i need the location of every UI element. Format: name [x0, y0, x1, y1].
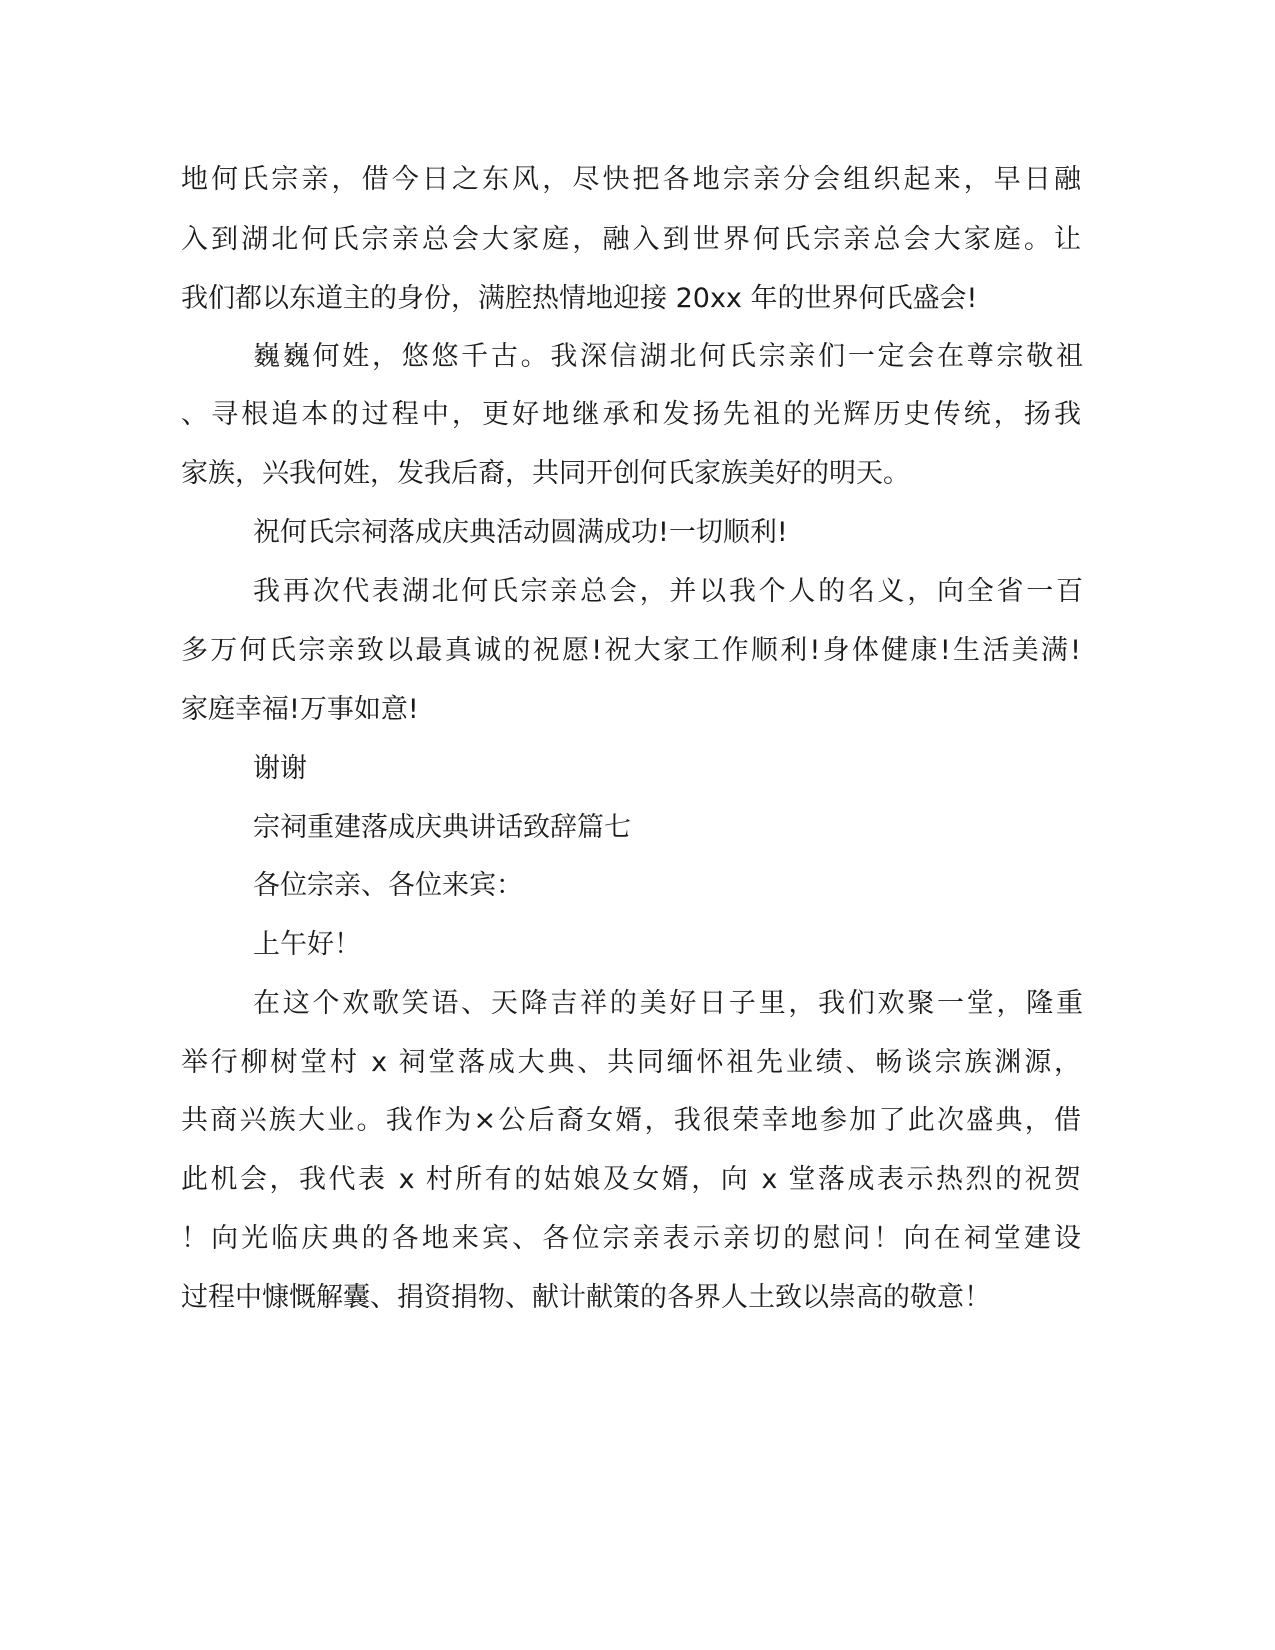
text-line: 谢谢 [253, 753, 307, 784]
text-line: 家庭幸福!万事如意! [181, 694, 419, 725]
text-line: 祝何氏宗祠落成庆典活动圆满成功!一切顺利! [253, 517, 788, 548]
salutation: 各位宗亲、各位来宾： [253, 870, 523, 901]
text-line: ！向光临庆典的各地来宾、各位宗亲表示亲切的慰问！向在祠堂建设 [181, 1223, 1081, 1254]
text-line: 过程中慷慨解囊、捐资捐物、献计献策的各界人土致以崇高的敬意！ [181, 1282, 991, 1313]
text-line: 多万何氏宗亲致以最真诚的祝愿!祝大家工作顺利!身体健康!生活美满! [181, 635, 1081, 666]
text-line: 我们都以东道主的身份，满腔热情地迎接 20xx 年的世界何氏盛会! [181, 283, 978, 314]
text-line: 共商兴族大业。我作为×公后裔女婿，我很荣幸地参加了此次盛典，借 [181, 1105, 1081, 1136]
text-line: 此机会，我代表 x 村所有的姑娘及女婿，向 x 堂落成表示热烈的祝贺 [181, 1164, 1081, 1195]
greeting: 上午好！ [253, 929, 361, 960]
text-line: 我再次代表湖北何氏宗亲总会，并以我个人的名义，向全省一百 [253, 576, 1083, 607]
text-line: 入到湖北何氏宗亲总会大家庭，融入到世界何氏宗亲总会大家庭。让 [181, 224, 1081, 255]
text-line: 举行柳树堂村 x 祠堂落成大典、共同缅怀祖先业绩、畅谈宗族渊源， [181, 1047, 1081, 1078]
text-line: 在这个欢歌笑语、天降吉祥的美好日子里，我们欢聚一堂，隆重 [253, 988, 1083, 1019]
text-line: 家族，兴我何姓，发我后裔，共同开创何氏家族美好的明天。 [181, 458, 910, 489]
text-line: 地何氏宗亲，借今日之东风，尽快把各地宗亲分会组织起来，早日融 [181, 164, 1081, 195]
text-line: 巍巍何姓，悠悠千古。我深信湖北何氏宗亲们一定会在尊宗敬祖 [253, 341, 1083, 372]
text-line: 、寻根追本的过程中，更好地继承和发扬先祖的光辉历史传统，扬我 [181, 399, 1081, 430]
section-title: 宗祠重建落成庆典讲话致辞篇七 [253, 812, 631, 843]
